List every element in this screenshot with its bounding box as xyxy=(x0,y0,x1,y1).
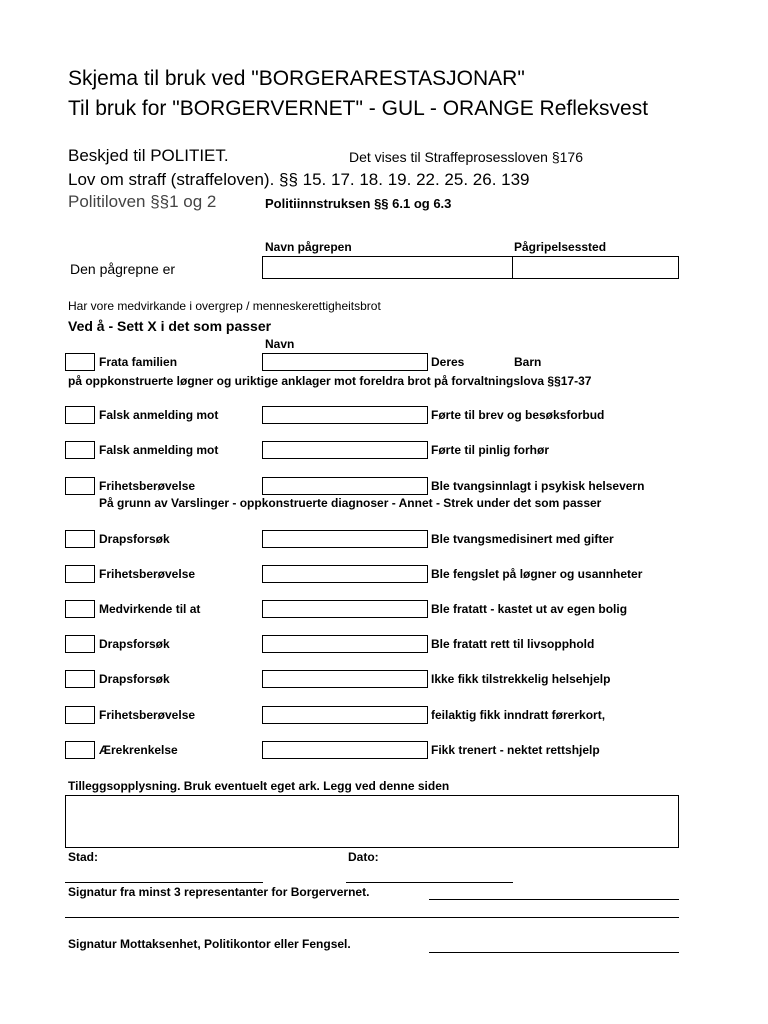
date-label: Dato: xyxy=(348,850,379,864)
checkbox[interactable] xyxy=(65,670,95,688)
row-label: Falsk anmelding mot xyxy=(99,408,219,422)
row-consequence: Ble tvangsinnlagt i psykisk helsevern xyxy=(431,479,645,493)
checkbox[interactable] xyxy=(65,635,95,653)
row-label: Frihetsberøvelse xyxy=(99,708,196,722)
name-field[interactable] xyxy=(262,353,428,371)
name-field[interactable] xyxy=(262,441,428,459)
name-field[interactable] xyxy=(262,741,428,759)
row-label: Ærekrenkelse xyxy=(99,743,178,757)
row-label: Frihetsberøvelse xyxy=(99,567,196,581)
signature-line[interactable] xyxy=(65,917,679,918)
borgervernet-signature-label: Signatur fra minst 3 representanter for Borgervernet. xyxy=(68,885,370,899)
row-label: Frihetsberøvelse xyxy=(99,479,196,493)
name-field[interactable] xyxy=(262,565,428,583)
signature-line[interactable] xyxy=(429,952,679,953)
additional-info-field[interactable] xyxy=(65,795,679,848)
intro-line: Har vore medvirkande i overgrep / menneskerettigheitsbrot xyxy=(68,299,381,313)
arrestee-label: Den pågrepne er xyxy=(70,261,176,277)
checkbox[interactable] xyxy=(65,441,95,459)
row-label: Falsk anmelding mot xyxy=(99,443,219,457)
row-consequence: Førte til pinlig forhør xyxy=(431,443,549,457)
row-consequence: Ikke fikk tilstrekkelig helsehjelp xyxy=(431,672,611,686)
name-field[interactable] xyxy=(262,477,428,495)
notice-heading: Beskjed til POLITIET. xyxy=(68,146,229,165)
form-title: Skjema til bruk ved "BORGERARESTASJONAR" xyxy=(68,67,525,90)
checkbox[interactable] xyxy=(65,565,95,583)
law-reference: Lov om straff (straffeloven). §§ 15. 17. 18. 19. 22. 25. 26. 139 xyxy=(68,170,530,189)
name-field[interactable] xyxy=(262,635,428,653)
name-column-header: Navn xyxy=(265,337,295,351)
place-signature-line[interactable] xyxy=(65,882,263,883)
additional-info-label: Tilleggsopplysning. Bruk eventuelt eget ark. Legg ved denne siden xyxy=(68,779,450,793)
row-consequence: Deres xyxy=(431,355,465,369)
name-field[interactable] xyxy=(262,670,428,688)
checkbox[interactable] xyxy=(65,706,95,724)
form-subtitle: Til bruk for "BORGERVERNET" - GUL - ORANGE Refleksvest xyxy=(68,97,649,120)
row-consequence: Førte til brev og besøksforbud xyxy=(431,408,605,422)
arrest-place-header: Pågripelsessted xyxy=(514,240,607,254)
row-label: Drapsforsøk xyxy=(99,637,170,651)
checkbox[interactable] xyxy=(65,353,95,371)
checkbox[interactable] xyxy=(65,477,95,495)
row-consequence: Barn xyxy=(514,355,542,369)
receiver-signature-label: Signatur Mottaksenhet, Politikontor eller Fengsel. xyxy=(68,937,351,951)
name-field[interactable] xyxy=(262,706,428,724)
checkbox[interactable] xyxy=(65,600,95,618)
row-consequence: Ble tvangsmedisinert med gifter xyxy=(431,532,614,546)
note-line: På grunn av Varslinger - oppkonstruerte diagnoser - Annet - Strek under det som passer xyxy=(99,496,602,510)
row-label: Drapsforsøk xyxy=(99,532,170,546)
row-consequence: Ble fratatt rett til livsopphold xyxy=(431,637,595,651)
row-consequence: Ble fratatt - kastet ut av egen bolig xyxy=(431,602,628,616)
instruction-line: Ved å - Sett X i det som passer xyxy=(68,318,272,334)
row-consequence: feilaktig fikk inndratt førerkort, xyxy=(431,708,606,722)
checkbox[interactable] xyxy=(65,530,95,548)
name-field[interactable] xyxy=(262,600,428,618)
name-field[interactable] xyxy=(262,530,428,548)
row-consequence: Fikk trenert - nektet rettshjelp xyxy=(431,743,600,757)
place-label: Stad: xyxy=(68,850,98,864)
signature-line[interactable] xyxy=(429,899,679,900)
arrest-place-field[interactable] xyxy=(512,256,679,279)
date-signature-line[interactable] xyxy=(346,882,513,883)
arrestee-name-field[interactable] xyxy=(262,256,513,279)
police-instruction-reference: Politiinnstruksen §§ 6.1 og 6.3 xyxy=(265,196,452,211)
name-field[interactable] xyxy=(262,406,428,424)
checkbox[interactable] xyxy=(65,406,95,424)
row-label: Medvirkende til at xyxy=(99,602,201,616)
note-line: på oppkonstruerte løgner og uriktige anklager mot foreldra brot på forvaltningslova §§17-37 xyxy=(68,374,592,388)
row-consequence: Ble fengslet på løgner og usannheter xyxy=(431,567,643,581)
checkbox[interactable] xyxy=(65,741,95,759)
arrestee-name-header: Navn pågrepen xyxy=(265,240,352,254)
notice-reference: Det vises til Straffeprosessloven §176 xyxy=(349,149,583,165)
row-label: Frata familien xyxy=(99,355,178,369)
police-act-reference: Politiloven §§1 og 2 xyxy=(68,192,217,211)
row-label: Drapsforsøk xyxy=(99,672,170,686)
